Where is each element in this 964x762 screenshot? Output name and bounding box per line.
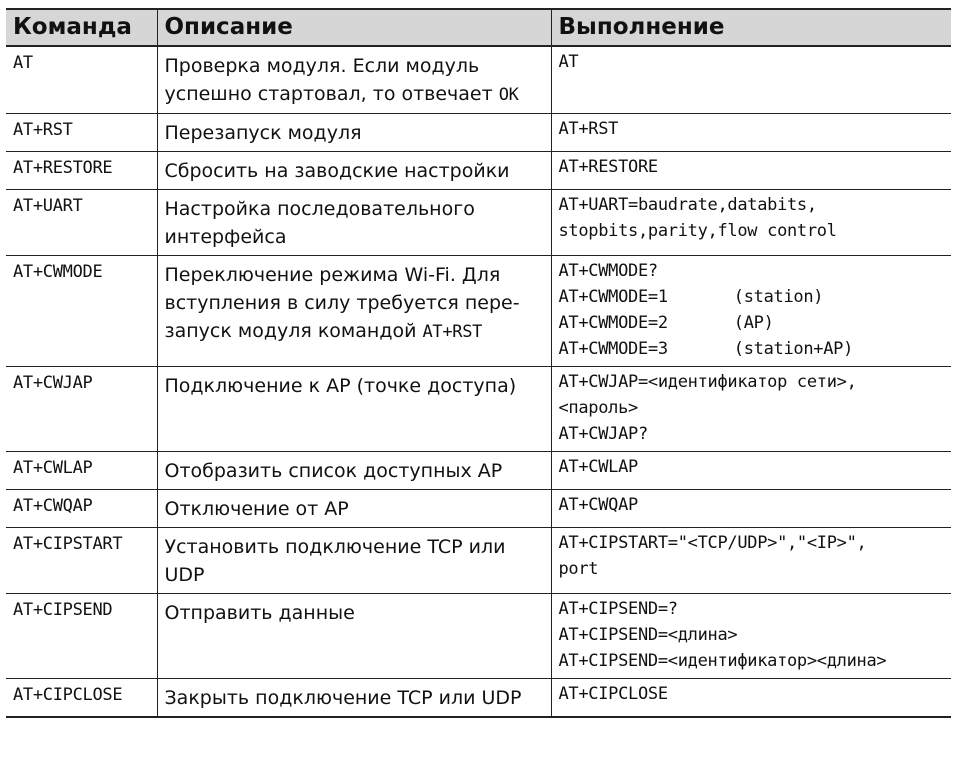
table-row [6,190,951,256]
command-cell: AT+CWJAP [6,367,157,452]
execution-line: AT+CWQAP [558,495,638,515]
description-code: OK [498,85,519,105]
description-cell [157,256,551,367]
command-cell: AT+CWMODE [6,256,157,367]
execution-line [559,310,945,336]
execution-note: (station) [733,287,824,307]
execution-line: AT+CWLAP [558,457,638,477]
execution-line [559,336,945,362]
table-row [6,46,951,114]
description-text: Проверка модуля. Если модуль успешно стартовал, то отвечает [164,55,493,105]
execution-line: AT+CIPCLOSE [558,684,668,704]
description-cell: Подключение к AP (точке доступа) [157,367,551,452]
execution-command: AT+CWMODE=1 [558,287,668,307]
execution-cell [551,152,951,190]
table-row [6,256,951,367]
description-text: Переключение режима Wi-Fi. Для вступления в силу требуется пере-запуск модуля командой [164,264,520,342]
at-command-table-wrapper [6,8,951,718]
description-cell: Настройка последовательного интерфейса [157,190,551,256]
execution-cell [551,256,951,367]
execution-cell [551,594,951,679]
execution-line: AT+CIPSEND=<длина> [558,625,738,645]
execution-line: AT+CWJAP=<идентификатор сети>, [558,372,857,392]
description-cell: Сбросить на заводские настройки [157,152,551,190]
execution-cell [551,190,951,256]
table-row [6,114,951,152]
execution-cell [551,46,951,114]
command-cell: AT+CIPSEND [6,594,157,679]
description-cell: Отключение от AP [157,490,551,528]
header-command: Команда [6,9,157,46]
execution-note: (AP) [733,313,774,333]
execution-cell [551,367,951,452]
execution-line: <пароль> [558,398,638,418]
command-cell: AT+RESTORE [6,152,157,190]
command-cell: AT+RST [6,114,157,152]
execution-line: AT+CWMODE? [558,261,658,281]
execution-line: stopbits,parity,flow control [558,221,837,241]
execution-cell [551,490,951,528]
table-row [6,594,951,679]
command-cell: AT+CIPCLOSE [6,679,157,718]
table-row [6,367,951,452]
execution-line: AT+CIPSTART="<TCP/UDP>","<IP>", [558,533,867,553]
description-cell: Отправить данные [157,594,551,679]
execution-command: AT+CWMODE=3 [558,339,668,359]
table-header-row [6,9,951,46]
execution-line [559,284,945,310]
execution-line: AT+CIPSEND=<идентификатор><длина> [558,651,887,671]
header-description: Описание [157,9,551,46]
command-cell: AT+UART [6,190,157,256]
execution-line: AT [558,52,579,72]
execution-line: AT+UART=baudrate,databits, [558,195,817,215]
execution-line: AT+RESTORE [558,157,658,177]
table-row [6,679,951,718]
command-cell: AT+CWQAP [6,490,157,528]
execution-line: AT+CIPSEND=? [558,599,678,619]
table-row [6,528,951,594]
execution-line: port [558,559,599,579]
execution-cell [551,452,951,490]
description-cell: Перезапуск модуля [157,114,551,152]
execution-cell [551,679,951,718]
execution-line: AT+RST [558,119,619,139]
table-row [6,490,951,528]
table-row [6,452,951,490]
table-row [6,152,951,190]
execution-line: AT+CWJAP? [558,424,648,444]
description-code: AT+RST [422,322,483,342]
command-cell: AT+CIPSTART [6,528,157,594]
description-cell: Закрыть подключение TCP или UDP [157,679,551,718]
at-command-table [6,8,951,718]
execution-cell [551,528,951,594]
description-cell [157,46,551,114]
header-execution: Выполнение [551,9,951,46]
description-cell: Установить подключение TCP или UDP [157,528,551,594]
execution-cell [551,114,951,152]
description-cell: Отобразить список доступных AP [157,452,551,490]
command-cell: AT+CWLAP [6,452,157,490]
execution-note: (station+AP) [733,339,854,359]
execution-command: AT+CWMODE=2 [558,313,668,333]
command-cell: AT [13,53,33,73]
